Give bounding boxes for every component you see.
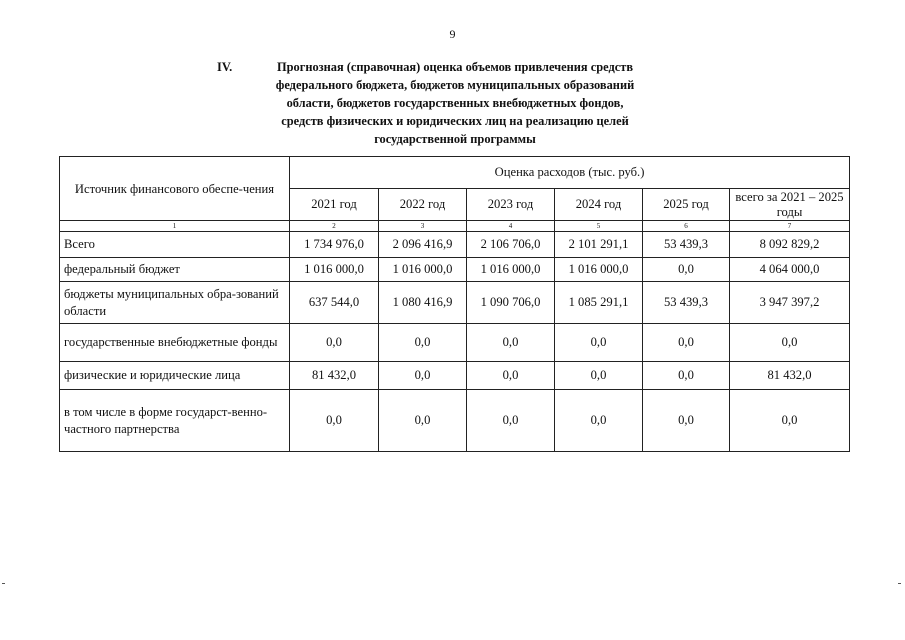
column-number: 6 xyxy=(643,221,730,232)
total-header: всего за 2021 – 2025 годы xyxy=(730,189,850,221)
cell-value: 0,0 xyxy=(555,390,643,452)
cell-value: 1 016 000,0 xyxy=(467,258,555,282)
table-row xyxy=(60,324,850,362)
cell-value: 0,0 xyxy=(643,390,730,452)
cell-value: 0,0 xyxy=(290,390,379,452)
year-header: 2022 год xyxy=(379,189,467,221)
cell-value: 0,0 xyxy=(730,324,850,362)
section-heading xyxy=(200,58,710,148)
cell-value: 0,0 xyxy=(467,390,555,452)
cell-value: 0,0 xyxy=(730,390,850,452)
cell-value: 1 085 291,1 xyxy=(555,282,643,324)
heading-line: средств физических и юридических лиц на реализацию целей xyxy=(281,114,629,128)
cell-value: 1 016 000,0 xyxy=(290,258,379,282)
cell-value: 81 432,0 xyxy=(290,362,379,390)
table-row xyxy=(60,362,850,390)
cell-value: 0,0 xyxy=(555,324,643,362)
cell-value: 4 064 000,0 xyxy=(730,258,850,282)
cell-value: 0,0 xyxy=(643,362,730,390)
cell-value: 2 096 416,9 xyxy=(379,232,467,258)
estimate-header: Оценка расходов (тыс. руб.) xyxy=(290,157,850,189)
row-source: физические и юридические лица xyxy=(60,362,290,390)
cell-value: 2 101 291,1 xyxy=(555,232,643,258)
cell-value: 81 432,0 xyxy=(730,362,850,390)
cell-value: 1 016 000,0 xyxy=(379,258,467,282)
cell-value: 0,0 xyxy=(379,324,467,362)
heading-line: Прогнозная (справочная) оценка объемов привлечения средств xyxy=(276,60,634,74)
cell-value: 637 544,0 xyxy=(290,282,379,324)
cell-value: 0,0 xyxy=(379,390,467,452)
year-header: 2025 год xyxy=(643,189,730,221)
column-number: 7 xyxy=(730,221,850,232)
financing-table xyxy=(59,156,850,452)
heading-line: государственной программы xyxy=(374,132,536,146)
column-number: 1 xyxy=(60,221,290,232)
column-number: 2 xyxy=(290,221,379,232)
row-source: государственные внебюджетные фонды xyxy=(60,324,290,362)
column-number: 3 xyxy=(379,221,467,232)
table-row xyxy=(60,232,850,258)
row-source: федеральный бюджет xyxy=(60,258,290,282)
cell-value: 0,0 xyxy=(643,258,730,282)
table-row xyxy=(60,258,850,282)
row-source: в том числе в форме государст-венно-частного партнерства xyxy=(60,390,290,452)
cell-value: 3 947 397,2 xyxy=(730,282,850,324)
cell-value: 0,0 xyxy=(379,362,467,390)
cell-value: 0,0 xyxy=(467,362,555,390)
heading-line: области, бюджетов государственных внебюджетных фондов, xyxy=(286,96,624,110)
cell-value: 2 106 706,0 xyxy=(467,232,555,258)
cell-value: 1 734 976,0 xyxy=(290,232,379,258)
year-header: 2023 год xyxy=(467,189,555,221)
row-source: бюджеты муниципальных обра-зований области xyxy=(60,282,290,324)
cell-value: 8 092 829,2 xyxy=(730,232,850,258)
cell-value: 53 439,3 xyxy=(643,282,730,324)
year-header: 2021 год xyxy=(290,189,379,221)
column-number: 4 xyxy=(467,221,555,232)
heading-line: федерального бюджета, бюджетов муниципальных образований xyxy=(275,78,635,92)
cell-value: 1 016 000,0 xyxy=(555,258,643,282)
column-number: 5 xyxy=(555,221,643,232)
cell-value: 0,0 xyxy=(467,324,555,362)
cell-value: 0,0 xyxy=(555,362,643,390)
scan-mark xyxy=(898,583,901,584)
table-row xyxy=(60,282,850,324)
cell-value: 1 080 416,9 xyxy=(379,282,467,324)
cell-value: 53 439,3 xyxy=(643,232,730,258)
cell-value: 0,0 xyxy=(643,324,730,362)
scan-mark xyxy=(2,583,5,584)
page-number: 9 xyxy=(449,27,456,41)
row-source: Всего xyxy=(60,232,290,258)
cell-value: 1 090 706,0 xyxy=(467,282,555,324)
cell-value: 0,0 xyxy=(290,324,379,362)
source-header: Источник финансового обеспе-чения xyxy=(60,157,290,221)
section-numeral: IV. xyxy=(217,60,233,74)
year-header: 2024 год xyxy=(555,189,643,221)
table-row xyxy=(60,390,850,452)
